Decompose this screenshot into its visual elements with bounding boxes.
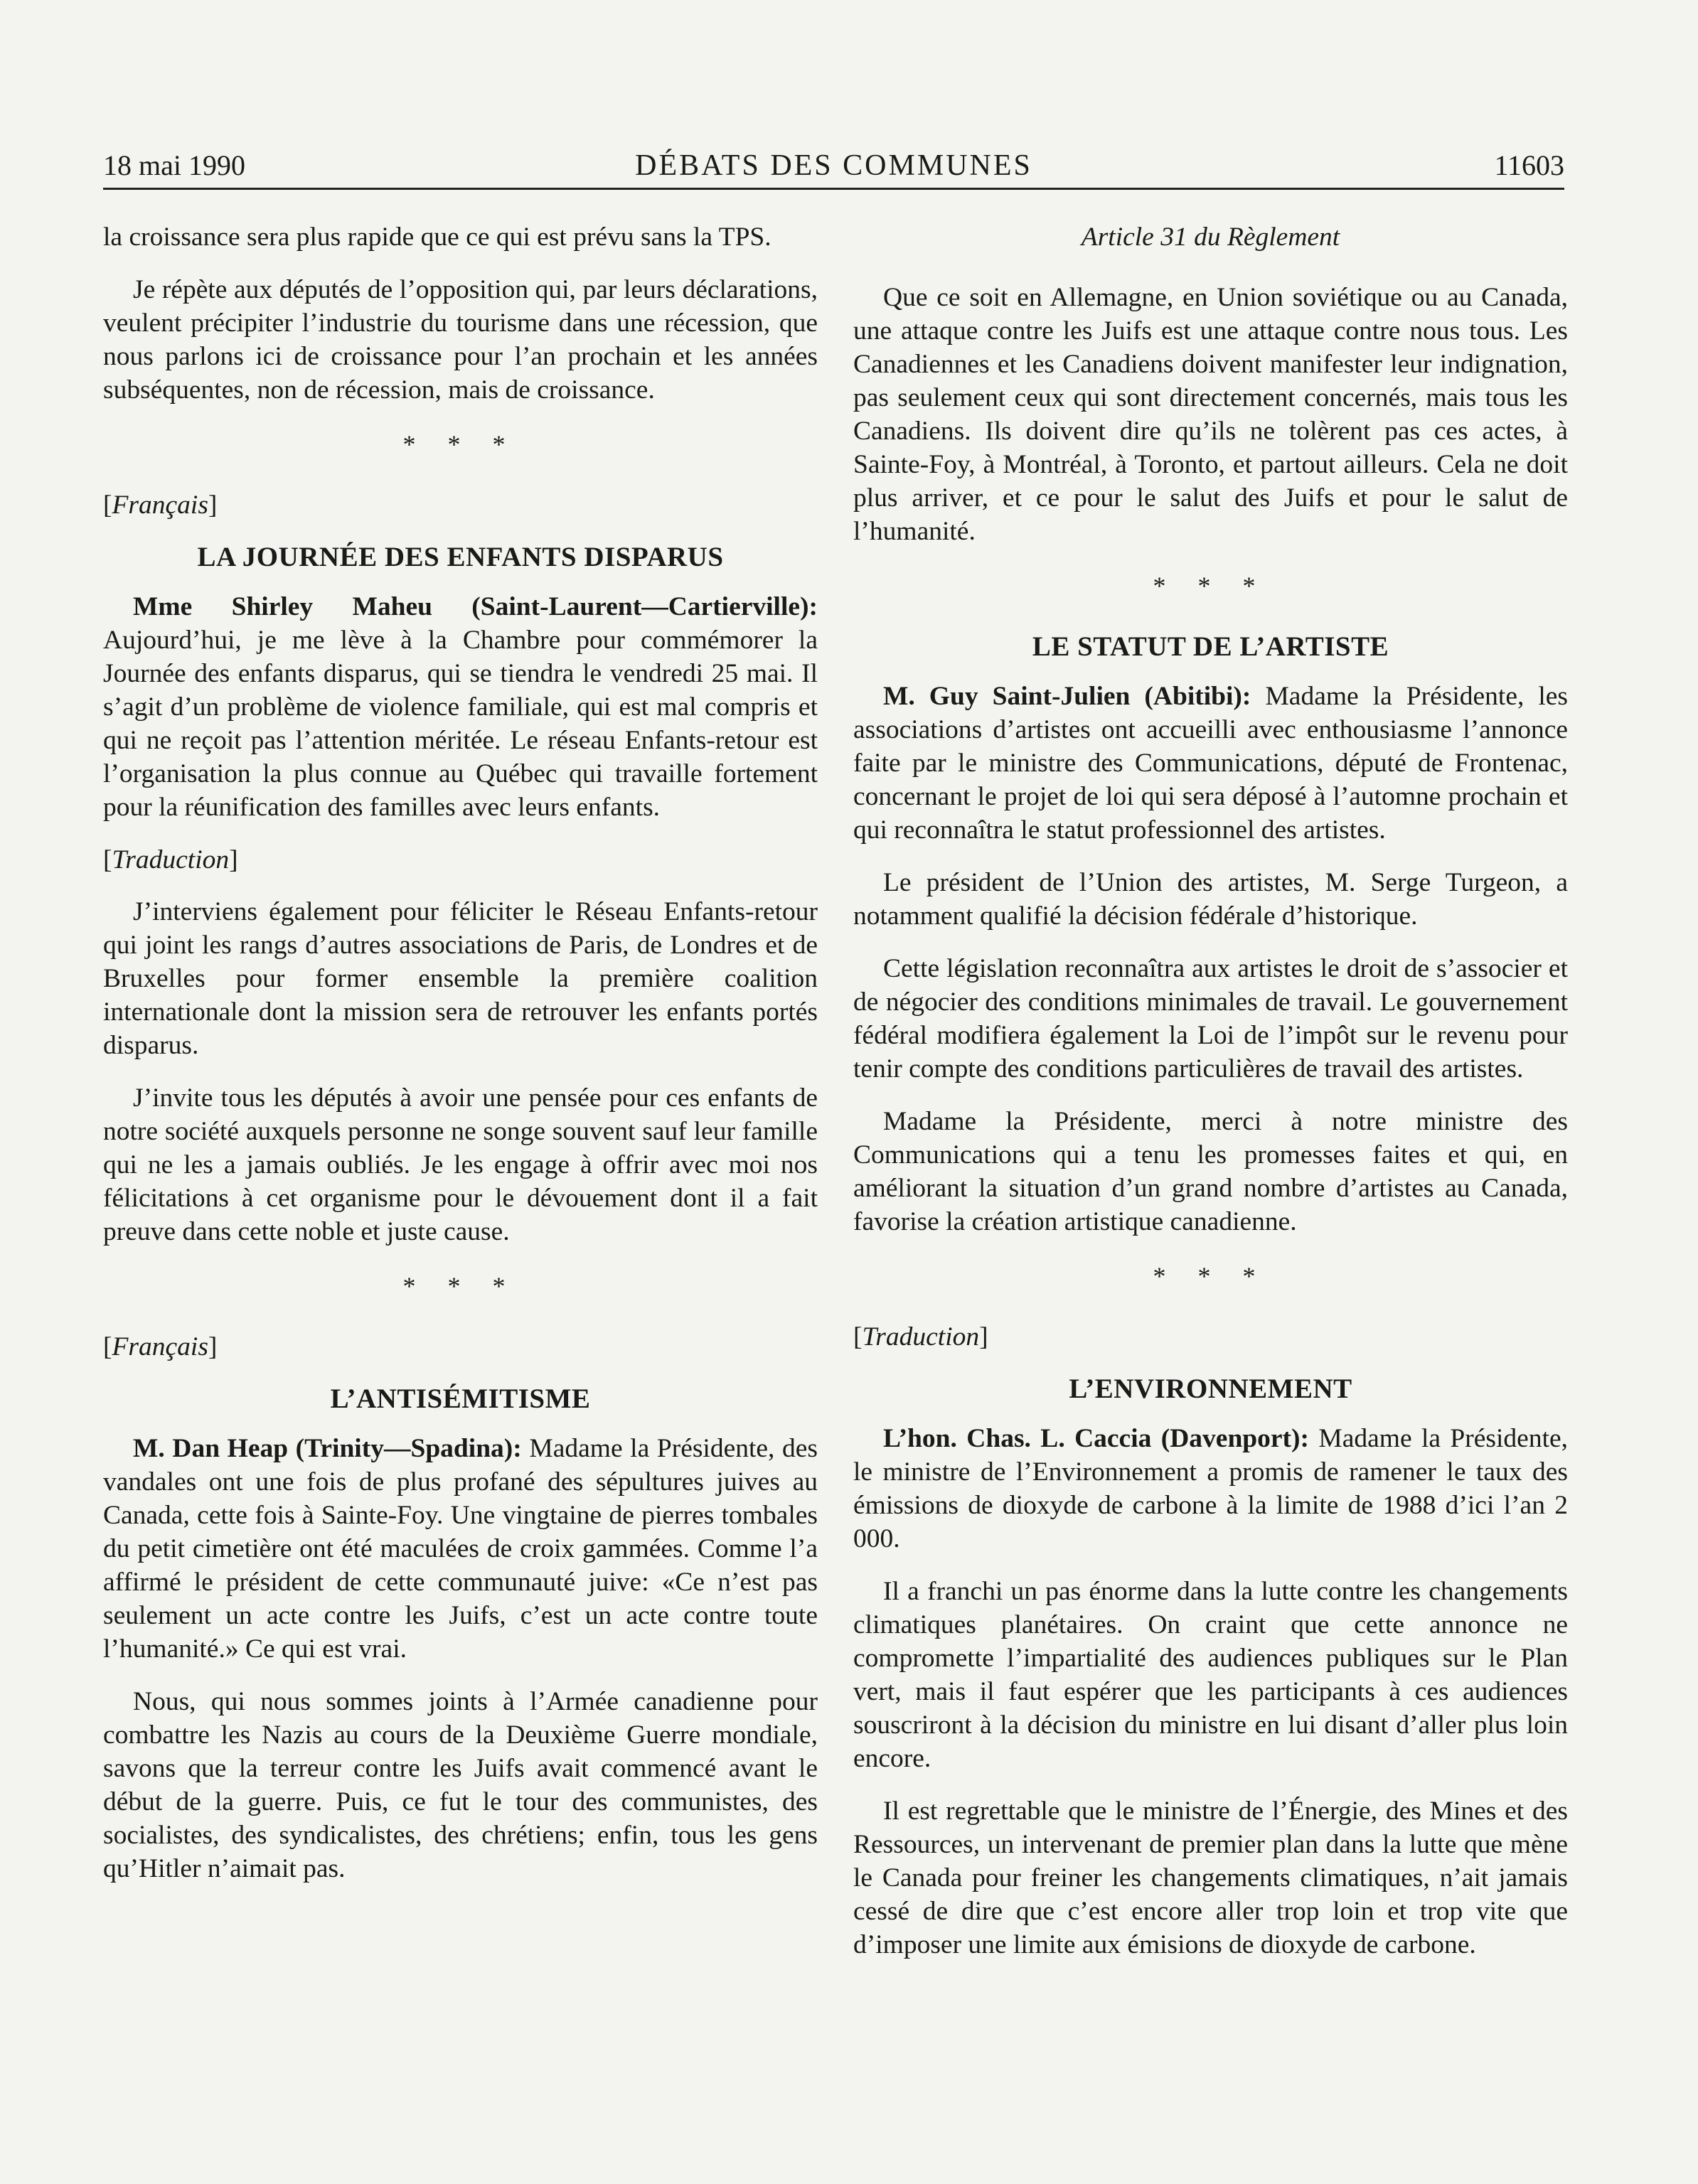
paragraph xyxy=(853,1422,1568,1556)
section-separator: * * * xyxy=(1153,572,1269,600)
language-tag-text: Français xyxy=(112,491,208,520)
language-tag: [Traduction] xyxy=(103,845,238,874)
paragraph: Madame la Présidente, merci à notre ministre des Communications qui a tenu les promesses faites et qui, en améliorant la situation d’un grand nombre d’artistes au Canada, favorise la création artistique canadienne. xyxy=(853,1107,1568,1236)
header-page-number: 11603 xyxy=(1494,149,1564,181)
language-tag-text: Français xyxy=(112,1332,208,1361)
section-heading: L’ENVIRONNEMENT xyxy=(1069,1374,1352,1404)
section-separator: * * * xyxy=(402,1272,518,1300)
paragraph: J’invite tous les députés à avoir une pensée pour ces enfants de notre société auxquels personne ne songe souvent sauf leur famille qui ne les a jamais oubliés. Je les engage à offrir avec moi nos félicitations à cet organisme pour le dévouement dont il a fait preuve dans cette noble et juste cause. xyxy=(103,1083,818,1246)
paragraph xyxy=(103,590,818,824)
language-tag: [Français] xyxy=(103,1332,218,1361)
statement-text: Madame la Présidente, le ministre de l’Environnement a promis de ramener le taux des émissions de dioxyde de carbone à la limite de 1988 d’ici l’an 2 000. xyxy=(853,1424,1569,1553)
section-separator: * * * xyxy=(402,430,518,459)
paragraph xyxy=(103,1432,818,1666)
running-head xyxy=(103,146,1564,186)
statement-text: Madame la Présidente, les associations d’artistes ont accueilli avec enthousiasme l’annonce faite par le ministre des Communications, député de Frontenac, concernant le projet de loi qui sera déposé à l’automne prochain et qui reconnaîtra le statut professionnel des artistes. xyxy=(853,682,1569,845)
paragraph: Je répète aux députés de l’opposition qui, par leurs déclarations, veulent précipiter l’industrie du tourisme dans une récession, que nous parlons ici de croissance pour l’an prochain et les années subséquentes, non de récession, mais de croissance. xyxy=(103,275,818,405)
language-tag: [Traduction] xyxy=(853,1322,988,1351)
paragraph: Le président de l’Union des artistes, M. Serge Turgeon, a notamment qualifié la décision fédérale d’historique. xyxy=(853,868,1568,931)
section-heading: LA JOURNÉE DES ENFANTS DISPARUS xyxy=(197,542,724,572)
paragraph xyxy=(853,680,1568,847)
section-heading: L’ANTISÉMITISME xyxy=(330,1383,591,1414)
language-tag: [Français] xyxy=(103,491,218,520)
header-date: 18 mai 1990 xyxy=(103,149,245,181)
right-column xyxy=(853,220,1568,1981)
paragraph: J’interviens également pour féliciter le Réseau Enfants-retour qui joint les rangs d’autres associations de Paris, de Londres et de Bruxelles pour former ensemble la première coalition internationale dont la mission sera de retrouver les enfants portés disparus. xyxy=(103,897,818,1060)
paragraph: Il a franchi un pas énorme dans la lutte contre les changements climatiques planétaires. On craint que cette annonce ne compromette l’impartialité des audiences publiques sur le Plan vert, mais il faut espérer que les participants à ces audiences souscriront à la décision du ministre en lui disant d’aller plus loin encore. xyxy=(853,1577,1568,1773)
language-tag-text: Traduction xyxy=(112,845,230,874)
header-rule xyxy=(103,188,1564,190)
statement-text: Aujourd’hui, je me lève à la Chambre pour commémorer la Journée des enfants disparus, qui se tiendra le vendredi 25 mai. Il s’agit d’un problème de violence familiale, qui est mal compris et qui ne reçoit pas l’attention méritée. Le réseau Enfants-retour est l’organisation la plus connue au Québec qui travaille fortement pour la réunification des familles avec leurs enfants. xyxy=(103,626,818,822)
language-tag-text: Traduction xyxy=(862,1322,980,1351)
section-heading: LE STATUT DE L’ARTISTE xyxy=(1032,631,1389,662)
paragraph: la croissance sera plus rapide que ce qui est prévu sans la TPS. xyxy=(103,223,771,252)
paragraph: Cette législation reconnaîtra aux artistes le droit de s’associer et de négocier des conditions minimales de travail. Le gouvernement fédéral modifiera également la Loi de l’impôt sur le revenu pour tenir compte des conditions particulières de travail des artistes. xyxy=(853,954,1568,1083)
left-column xyxy=(103,220,818,1905)
statement-text: Madame la Présidente, des vandales ont une fois de plus profané des sépultures juives au Canada, cette fois à Sainte-Foy. Une vingtaine de pierres tombales du petit cimetière ont été maculées de croix gammées. Comme l’a affirmé le président de cette communauté juive: «Ce n’est pas seulement un acte contre les Juifs, c’est un acte contre toute l’humanité.» Ce qui est vrai. xyxy=(103,1434,818,1664)
paragraph: Nous, qui nous sommes joints à l’Armée canadienne pour combattre les Nazis au cours de la Deuxième Guerre mondiale, savons que la terreur contre les Juifs avait commencé avant le début de la guerre. Puis, ce fut le tour des communistes, des socialistes, des syndicalistes, des chrétiens; enfin, tous les gens qu’Hitler n’aimait pas. xyxy=(103,1687,818,1883)
header-title: DÉBATS DES COMMUNES xyxy=(635,149,1032,182)
rubric-heading: Article 31 du Règlement xyxy=(1081,223,1340,252)
paragraph: Il est regrettable que le ministre de l’Énergie, des Mines et des Ressources, un intervenant de premier plan dans la lutte que mène le Canada pour freiner les changements climatiques, n’ait jamais cessé de dire que c’est encore aller trop loin et trop vite que d’imposer une limite aux émisions de dioxyde de carbone. xyxy=(853,1797,1568,1959)
speaker-name: L’hon. Chas. L. Caccia (Davenport): xyxy=(883,1424,1310,1453)
speaker-name: M. Dan Heap (Trinity—Spadina): xyxy=(133,1434,522,1463)
speaker-name: M. Guy Saint-Julien (Abitibi): xyxy=(883,682,1251,711)
section-separator: * * * xyxy=(1153,1262,1269,1290)
speaker-name: Mme Shirley Maheu (Saint-Laurent—Cartierville): xyxy=(133,592,818,621)
paragraph: Que ce soit en Allemagne, en Union soviétique ou au Canada, une attaque contre les Juifs est une attaque contre nous tous. Les Canadiennes et les Canadiens doivent manifester leur indignation, pas seulement ceux qui sont directement concernés, mais tous les Canadiens. Ils doivent dire qu’ils ne tolèrent pas ces actes, à Sainte-Foy, à Montréal, à Toronto, et partout ailleurs. Cela ne doit plus arriver, et ce pour le salut des Juifs et pour le salut de l’humanité. xyxy=(853,283,1568,546)
